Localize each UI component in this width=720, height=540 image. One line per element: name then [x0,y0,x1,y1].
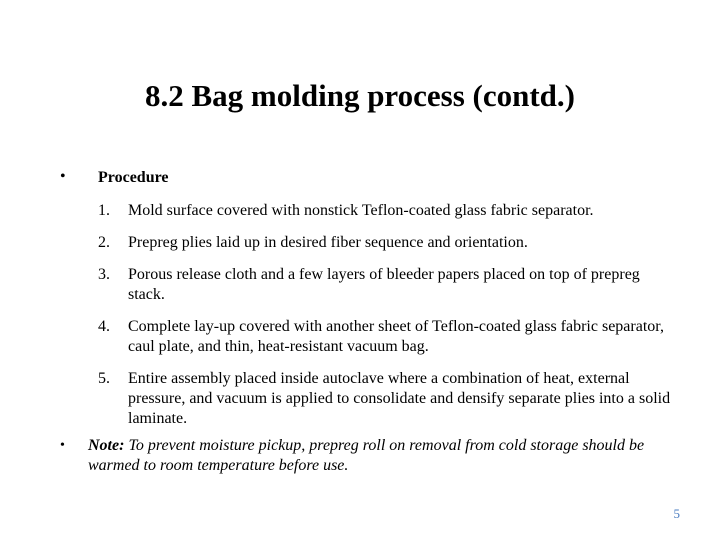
procedure-heading: Procedure [98,169,169,186]
step-number: 4. [98,318,110,335]
note-paragraph [88,436,678,476]
step-text: Complete lay-up covered with another sheet of Teflon-coated glass fabric separator, caul plate, and thin, heat-resistant vacuum bag. [128,318,664,355]
procedure-steps-list [98,201,678,441]
note-text: To prevent moisture pickup, prepreg roll on removal from cold storage should be warmed to room temperature before use. [88,437,645,474]
step-number: 3. [98,266,110,283]
step-number: 2. [98,234,110,251]
procedure-bullet: • [60,168,66,185]
procedure-step-2 [98,233,678,253]
step-text: Mold surface covered with nonstick Teflon-coated glass fabric separator. [128,202,594,219]
step-number: 1. [98,202,110,219]
slide-title: 8.2 Bag molding process (contd.) [144,78,575,113]
procedure-step-1 [98,201,678,221]
step-text: Entire assembly placed inside autoclave where a combination of heat, external pressure, and vacuum is applied to consolidate and densify separate plies into a solid laminate. [128,370,671,427]
note-label: Note: [88,437,125,454]
note-bullet: • [60,438,65,453]
procedure-step-3 [98,265,678,305]
procedure-step-4 [98,317,678,357]
step-text: Porous release cloth and a few layers of bleeder papers placed on top of prepreg stack. [128,266,640,303]
step-number: 5. [98,370,110,387]
step-text: Prepreg plies laid up in desired fiber sequence and orientation. [128,234,528,251]
procedure-step-5 [98,369,678,429]
page-number: 5 [673,506,680,521]
